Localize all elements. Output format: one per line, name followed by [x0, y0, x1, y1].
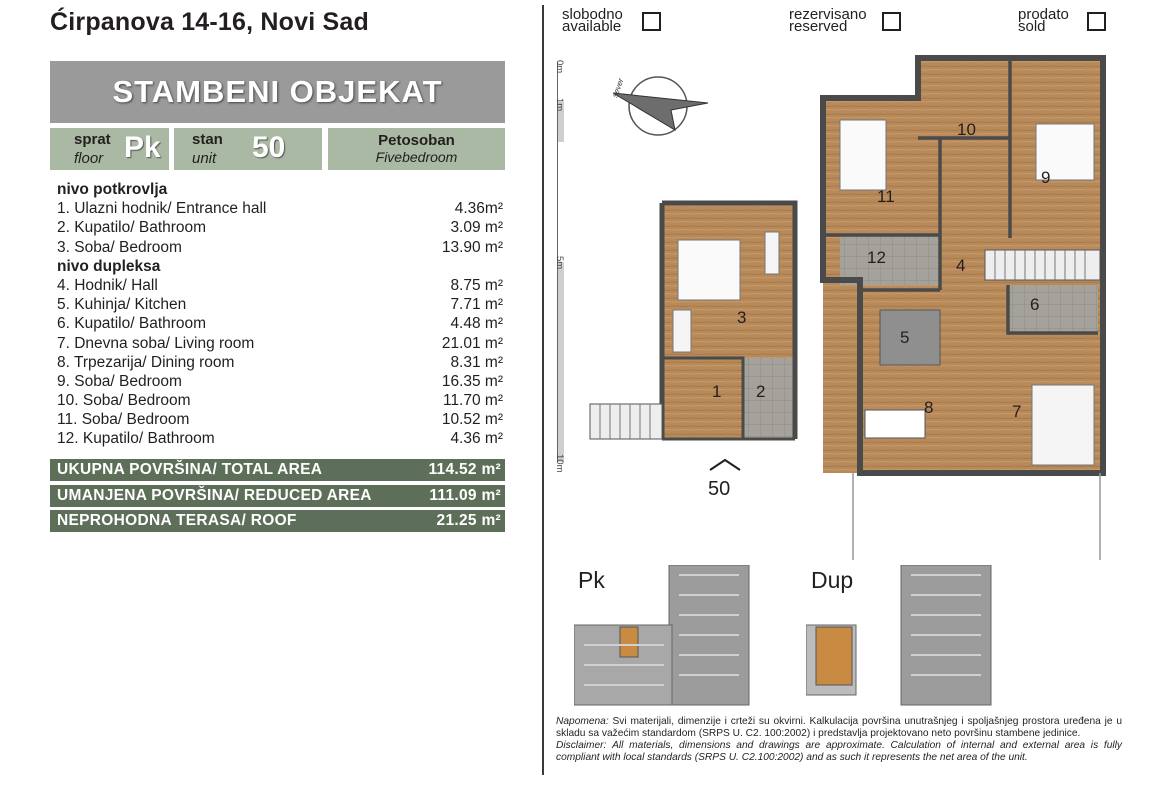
- status-sublabel: available: [562, 18, 622, 35]
- stairs-icon: [590, 404, 662, 439]
- type-sublabel: Fivebedroom: [375, 149, 458, 165]
- room-name: 7. Dnevna soba/ Living room: [57, 334, 255, 352]
- room-number: 5: [900, 328, 910, 347]
- banner: [50, 61, 505, 123]
- status-sublabel: sold: [1018, 18, 1046, 35]
- status-label: prodato: [1018, 6, 1069, 23]
- room-area: 3.09 m²: [450, 219, 503, 237]
- room-number: 6: [1030, 295, 1040, 314]
- list-item: [57, 276, 505, 295]
- status-sold: [1018, 6, 1069, 35]
- room-number: 2: [756, 382, 766, 401]
- floor-cell: [50, 128, 169, 170]
- note-local-text: Svi materijali, dimenzije i crteži su okvirni. Kalkulacija površina unutrašnjeg i spoljašnjeg prostora uređena je u skladu sa važećim standardom (SRPS U. C2. 100:2002) i predstavlja projektovano neto površinu stambene jedinice.: [556, 716, 1122, 739]
- divider-line: [542, 5, 544, 775]
- room-area: 16.35 m²: [441, 372, 503, 390]
- status-sublabel: reserved: [789, 18, 848, 35]
- room-number: 3: [737, 308, 747, 327]
- unit-marker-label: 50: [708, 478, 731, 500]
- scale-label-1: 1m: [554, 98, 565, 112]
- room-area: 4.36m²: [454, 200, 503, 218]
- total-area-bar: [50, 459, 505, 481]
- total-area-label: UKUPNA POVRŠINA/ TOTAL AREA: [57, 461, 323, 478]
- note-local-label: Napomena:: [556, 716, 609, 727]
- roof-area-bar: [50, 510, 505, 532]
- address-title: Ćirpanova 14-16, Novi Sad: [50, 8, 370, 36]
- room-area: 8.75 m²: [450, 276, 503, 294]
- room-area: 21.01 m²: [441, 334, 503, 352]
- room-number: 9: [1041, 168, 1051, 187]
- type-cell: [328, 128, 505, 170]
- room-number: 1: [712, 382, 722, 401]
- room-area: 11.70 m²: [442, 392, 503, 410]
- room-list: [57, 180, 505, 449]
- floor-sublabel: floor: [74, 150, 104, 167]
- room-area: 4.36 m²: [450, 430, 503, 448]
- reduced-area-bar: [50, 485, 505, 507]
- room-area: 13.90 m²: [441, 238, 503, 256]
- bed-icon: [678, 240, 740, 300]
- key-plan-dup: [806, 565, 996, 710]
- room-number: 4: [956, 256, 966, 275]
- wardrobe-icon: [673, 310, 691, 352]
- room-name: 12. Kupatilo/ Bathroom: [57, 430, 215, 448]
- room-name: 3. Soba/ Bedroom: [57, 238, 182, 256]
- list-item: [57, 199, 505, 218]
- section-heading: nivo dupleksa: [57, 257, 161, 275]
- room-name: 4. Hodnik/ Hall: [57, 276, 158, 294]
- room-name: 1. Ulazni hodnik/ Entrance hall: [57, 200, 267, 218]
- list-item: [57, 218, 505, 237]
- key-plan-dup-label: Dup: [811, 567, 854, 593]
- scale-label-10: 10m: [554, 454, 565, 473]
- total-area-value: 114.52 m²: [428, 461, 501, 478]
- room-number: 11: [877, 187, 895, 206]
- floor-label: sprat: [74, 131, 111, 148]
- entrance-arrow-icon: [708, 458, 742, 472]
- room-area: 8.31 m²: [450, 353, 503, 371]
- unit-value: 50: [252, 131, 286, 164]
- list-item: [57, 372, 505, 391]
- status-label: slobodno: [562, 6, 623, 23]
- key-plan-highlight: [620, 627, 638, 657]
- room-number: 12: [867, 248, 886, 267]
- sold-checkbox[interactable]: [1087, 12, 1106, 31]
- dining-table-icon: [865, 410, 925, 438]
- key-plan-pk: [574, 565, 754, 710]
- note-english-label: Disclaimer:: [556, 740, 607, 751]
- scale-segment: [557, 142, 564, 262]
- room-area: 7.71 m²: [450, 296, 503, 314]
- unit-label: stan: [192, 131, 223, 148]
- stairs-icon: [985, 250, 1100, 280]
- room-number: 7: [1012, 402, 1022, 421]
- list-item: [57, 238, 505, 257]
- list-item: [57, 334, 505, 353]
- sofa-icon: [1032, 385, 1094, 465]
- banner-title: STAMBENI OBJEKAT: [112, 74, 443, 109]
- scale-label-0: 0m: [554, 60, 565, 74]
- room-name: 10. Soba/ Bedroom: [57, 392, 191, 410]
- room-name: 5. Kuhinja/ Kitchen: [57, 296, 187, 314]
- roof-area-value: 21.25 m²: [436, 512, 501, 529]
- status-reserved: [789, 6, 867, 35]
- room-name: 9. Soba/ Bedroom: [57, 372, 182, 390]
- type-label: Petosoban: [378, 132, 455, 149]
- list-item: [57, 410, 505, 429]
- bathroom-2-tile: [743, 358, 795, 439]
- wardrobe-icon: [765, 232, 779, 274]
- unit-sublabel: unit: [192, 150, 217, 167]
- room-name: 6. Kupatilo/ Bathroom: [57, 315, 207, 333]
- note-english-text: All materials, dimensions and drawings are approximate. Calculation of internal and external area is fully compliant with local standards (SRPS U. C2.100:2002) and as such it represents the net area of the unit.: [556, 740, 1122, 763]
- key-plan-highlight: [816, 627, 852, 685]
- disclaimer: [556, 716, 1122, 764]
- scale-label-5: 5m: [554, 256, 565, 270]
- unit-cell: [174, 128, 322, 170]
- reduced-area-value: 111.09 m²: [429, 487, 501, 504]
- bathroom-6-tile: [1008, 285, 1098, 333]
- room-name: 11. Soba/ Bedroom: [57, 411, 190, 429]
- list-item: [57, 391, 505, 410]
- key-plan-pk-label: Pk: [578, 567, 605, 593]
- compass-label: sever: [610, 77, 626, 99]
- list-item: [57, 295, 505, 314]
- room-area: 10.52 m²: [441, 411, 503, 429]
- roof-terrace-outline: [853, 473, 1100, 560]
- room-area: 4.48 m²: [450, 315, 503, 333]
- status-available: [562, 6, 623, 35]
- section-heading: nivo potkrovlja: [57, 181, 168, 198]
- floor-value: Pk: [124, 131, 161, 164]
- available-checkbox[interactable]: [642, 12, 661, 31]
- list-item: [57, 353, 505, 372]
- reserved-checkbox[interactable]: [882, 12, 901, 31]
- status-label: rezervisano: [789, 6, 867, 23]
- room-name: 8. Trpezarija/ Dining room: [57, 353, 235, 371]
- floor-plan: [580, 40, 1120, 560]
- kitchen-island: [880, 310, 940, 365]
- list-item: [57, 314, 505, 333]
- room-number: 10: [957, 120, 976, 139]
- list-item: [57, 429, 505, 448]
- room-name: 2. Kupatilo/ Bathroom: [57, 219, 207, 237]
- room-number: 8: [924, 398, 934, 417]
- roof-area-label: NEPROHODNA TERASA/ ROOF: [57, 512, 297, 529]
- reduced-area-label: UMANJENA POVRŠINA/ REDUCED AREA: [57, 487, 372, 504]
- bed-icon: [840, 120, 886, 190]
